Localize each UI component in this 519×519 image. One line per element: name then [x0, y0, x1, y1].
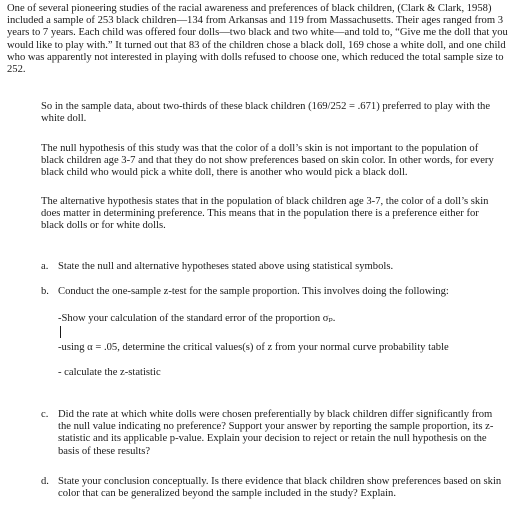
- intro-paragraph: One of several pioneering studies of the racial awareness and preferences of black children, (Clark & Clark, 1958) included a sample of 253 black children—134 from Arkansas and 119 from Massachusetts. Their ages ranged from 3 years to 7 years. Each child was offered four dolls—two black and two white—and told to, “Give me the doll that you would like to play with.” It turned out that 83 of the children chose a black doll, 169 chose a white doll, and one child who was apparently not interested in playing with dolls refused to choose one, which reduced the total sample size to 252.: [7, 3, 508, 76]
- question-label: b.: [41, 286, 49, 297]
- text-cursor[interactable]: [60, 326, 61, 338]
- alternative-hypothesis-paragraph: The alternative hypothesis states that in the population of black children age 3-7, the color of a doll’s skin does matter in determining preference. This means that in the population there is a preference either for black dolls or for white dolls.: [41, 196, 489, 232]
- question-b-subitem-critical-values: -using α = .05, determine the critical values(s) of z from your normal curve probability table: [58, 342, 449, 353]
- question-text: State the null and alternative hypotheses stated above using statistical symbols.: [58, 261, 394, 272]
- question-text: Did the rate at which white dolls were chosen preferentially by black children differ significantly from the null value indicating no preference? Support your answer by reporting the sample proportion, its z-statistic and its applicable p-value. Explain your decision to reject or retain the null hypothesis on the basis of these results?: [58, 409, 494, 457]
- question-label: a.: [41, 261, 49, 272]
- question-label: c.: [41, 409, 49, 420]
- question-b-subitem-standard-error: -Show your calculation of the standard error of the proportion σₚ.: [58, 313, 336, 324]
- sample-summary-paragraph: So in the sample data, about two-thirds of these black children (169/252 = .671) preferred to play with the white doll.: [41, 101, 491, 125]
- question-text: Conduct the one-sample z-test for the sample proportion. This involves doing the following:: [58, 286, 449, 297]
- question-text: State your conclusion conceptually. Is there evidence that black children show preferences based on skin color that can be generalized beyond the sample included in the study? Explain.: [58, 476, 502, 500]
- question-b-subitem-z-statistic: - calculate the z-statistic: [58, 367, 161, 378]
- question-label: d.: [41, 476, 49, 487]
- null-hypothesis-paragraph: The null hypothesis of this study was that the color of a doll’s skin is not important to the population of black children age 3-7 and that they do not show preferences based on skin color. In other words, for every black child who would pick a white doll, there is another who would pick a black doll.: [41, 143, 494, 179]
